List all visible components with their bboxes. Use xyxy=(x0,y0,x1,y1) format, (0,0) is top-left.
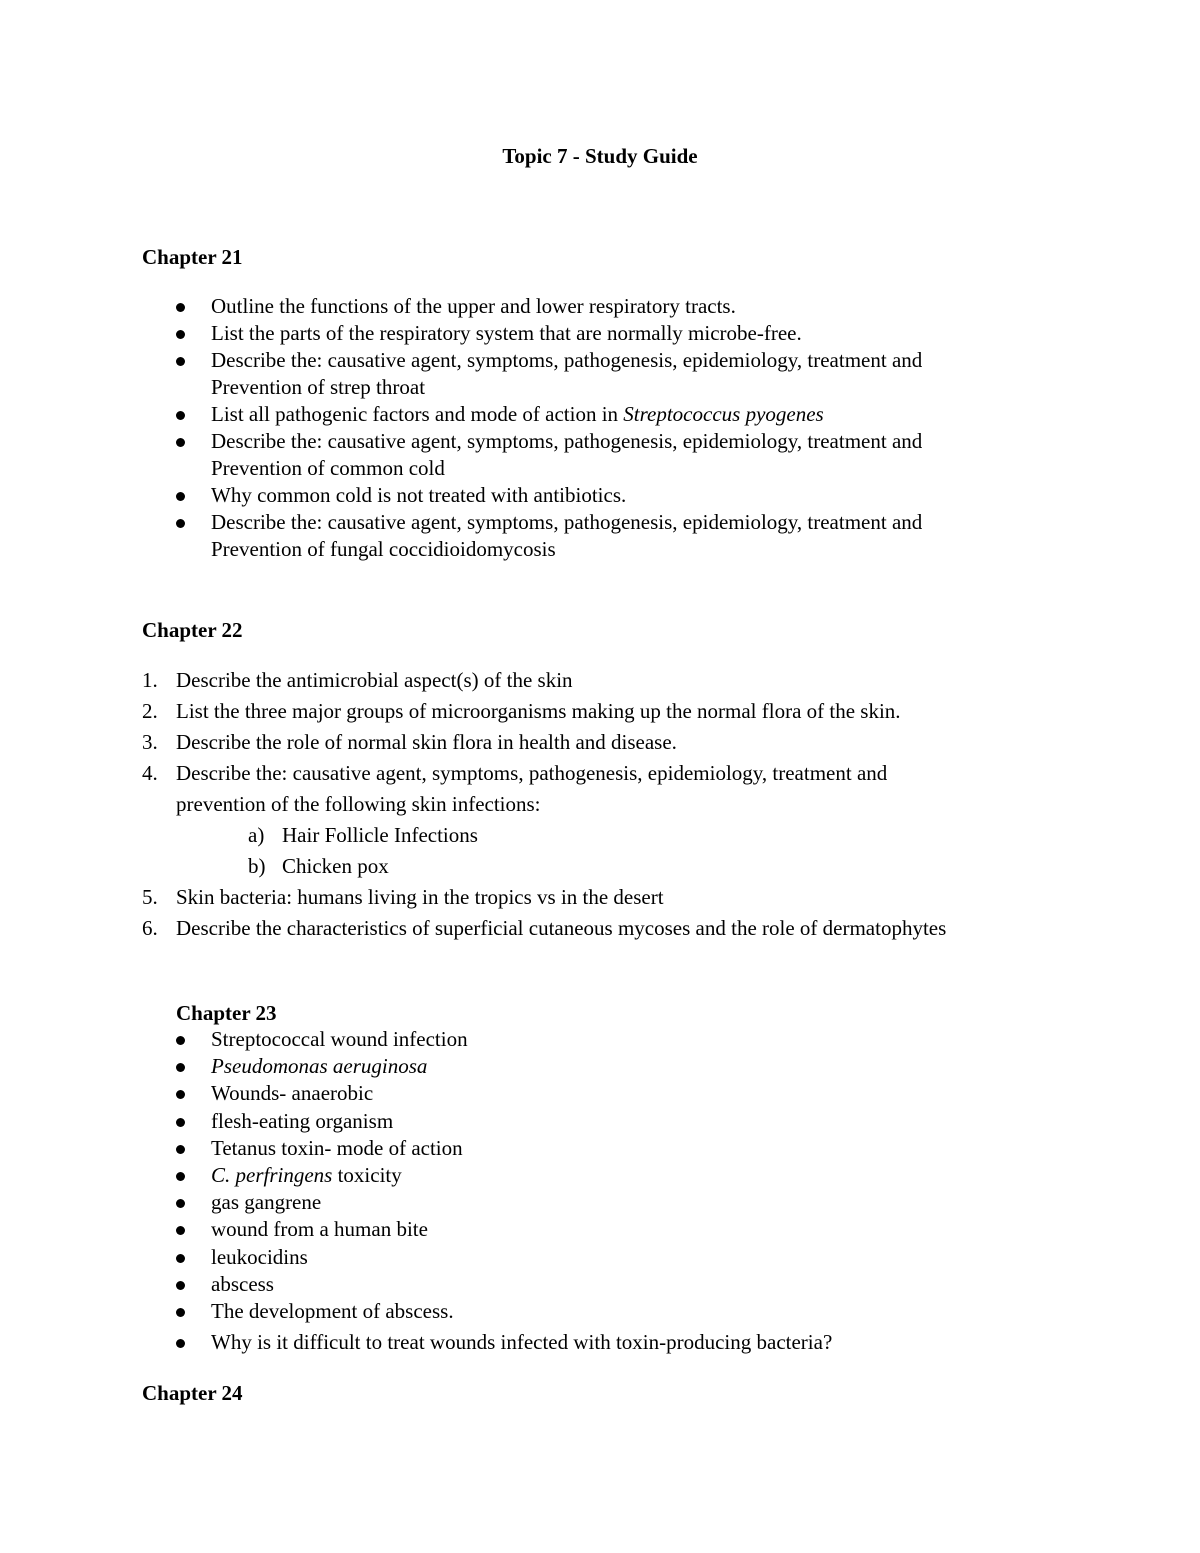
list-item: 4. Describe the: causative agent, symptoms, pathogenesis, epidemiology, treatment and prevention of the following skin infections: a) Hair Follicle Infections b) Chicken pox xyxy=(142,758,946,882)
bullet-icon xyxy=(176,492,185,501)
document-title: Topic 7 - Study Guide xyxy=(502,144,698,168)
bullet-icon xyxy=(176,1254,185,1263)
list-item: Describe the: causative agent, symptoms, pathogenesis, epidemiology, treatment and Prevention of strep throat xyxy=(142,347,922,401)
list-item: leukocidins xyxy=(142,1244,832,1271)
list-item: 2. List the three major groups of microorganisms making up the normal flora of the skin. xyxy=(142,699,901,723)
list-item: List all pathogenic factors and mode of action in Streptococcus pyogenes xyxy=(142,401,922,428)
bullet-icon xyxy=(176,1199,185,1208)
chapter-23-list xyxy=(142,1026,832,1356)
list-item: 3. Describe the role of normal skin flora in health and disease. xyxy=(142,730,677,754)
chapter-21-heading: Chapter 21 xyxy=(142,245,243,269)
chapter-22-list xyxy=(142,665,946,944)
sublist-item: b) Chicken pox xyxy=(248,854,389,878)
list-item: Describe the: causative agent, symptoms, pathogenesis, epidemiology, treatment and Prevention of fungal coccidioidomycosis xyxy=(142,509,922,563)
list-item: flesh-eating organism xyxy=(142,1108,832,1135)
bullet-icon xyxy=(176,1063,185,1072)
list-item: wound from a human bite xyxy=(142,1216,832,1243)
list-item: List the parts of the respiratory system that are normally microbe-free. xyxy=(142,320,922,347)
sublist-item: a) Hair Follicle Infections xyxy=(248,823,478,847)
list-item: Why common cold is not treated with antibiotics. xyxy=(142,482,922,509)
bullet-icon xyxy=(176,330,185,339)
bullet-icon xyxy=(176,1172,185,1181)
bullet-icon xyxy=(176,519,185,528)
list-item: abscess xyxy=(142,1271,832,1298)
bullet-icon xyxy=(176,303,185,312)
bullet-icon xyxy=(176,1118,185,1127)
list-item: Outline the functions of the upper and lower respiratory tracts. xyxy=(142,293,922,320)
bullet-icon xyxy=(176,1308,185,1317)
chapter-24-heading: Chapter 24 xyxy=(142,1381,243,1405)
list-item: gas gangrene xyxy=(142,1189,832,1216)
bullet-icon xyxy=(176,1281,185,1290)
list-item: 5. Skin bacteria: humans living in the tropics vs in the desert xyxy=(142,885,664,909)
bullet-icon xyxy=(176,1145,185,1154)
bullet-icon xyxy=(176,411,185,420)
list-item: Tetanus toxin- mode of action xyxy=(142,1135,832,1162)
bullet-icon xyxy=(176,357,185,366)
bullet-icon xyxy=(176,1036,185,1045)
list-item: The development of abscess. xyxy=(142,1298,832,1325)
list-item: 1. Describe the antimicrobial aspect(s) of the skin xyxy=(142,668,573,692)
bullet-icon xyxy=(176,1090,185,1099)
list-item: Streptococcal wound infection xyxy=(142,1026,832,1053)
chapter-23-heading: Chapter 23 xyxy=(176,1001,277,1025)
list-item: Describe the: causative agent, symptoms, pathogenesis, epidemiology, treatment and Prevention of common cold xyxy=(142,428,922,482)
list-item: C. perfringens toxicity xyxy=(142,1162,832,1189)
chapter-21-list xyxy=(142,293,922,563)
list-item: Why is it difficult to treat wounds infected with toxin-producing bacteria? xyxy=(142,1329,832,1356)
bullet-icon xyxy=(176,1226,185,1235)
list-item: Wounds- anaerobic xyxy=(142,1080,832,1107)
bullet-icon xyxy=(176,1339,185,1348)
chapter-22-sublist xyxy=(176,820,946,882)
bullet-icon xyxy=(176,438,185,447)
list-item: Pseudomonas aeruginosa xyxy=(142,1053,832,1080)
list-item: 6. Describe the characteristics of superficial cutaneous mycoses and the role of dermatophytes xyxy=(142,916,947,940)
chapter-22-heading: Chapter 22 xyxy=(142,618,243,642)
